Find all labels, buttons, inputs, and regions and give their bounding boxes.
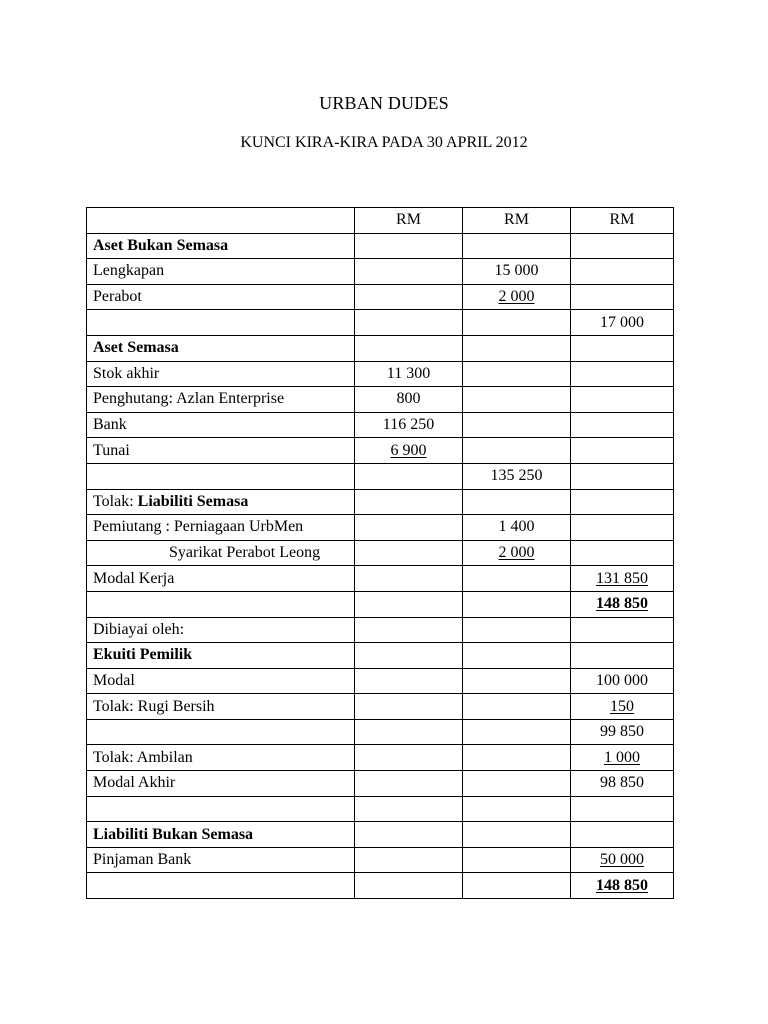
amount-cell-col-2 (463, 873, 571, 899)
currency-header-1: RM (355, 208, 463, 234)
amount-cell-col-1 (355, 412, 463, 438)
amount-value: 148 850 (596, 876, 648, 894)
amount-value: 15 000 (494, 262, 539, 280)
amount-cell-col-2 (463, 591, 571, 617)
amount-cell-col-1 (355, 822, 463, 848)
table-row (87, 566, 674, 592)
amount-value: 148 850 (596, 595, 648, 613)
table-row (87, 310, 674, 336)
row-label (87, 822, 355, 848)
amount-value: 6 900 (390, 441, 427, 459)
amount-cell-col-1 (355, 847, 463, 873)
row-label (87, 259, 355, 285)
amount-cell-col-3 (571, 284, 674, 310)
row-label-text: Perabot (93, 288, 142, 306)
amount-cell-col-1 (355, 310, 463, 336)
amount-cell-col-3 (571, 566, 674, 592)
row-label (87, 771, 355, 797)
amount-cell-col-2 (463, 719, 571, 745)
table-row (87, 463, 674, 489)
amount-cell-col-2 (463, 617, 571, 643)
amount-cell-col-1 (355, 387, 463, 413)
currency-header-row (87, 208, 674, 234)
amount-cell-col-1 (355, 771, 463, 797)
row-label (87, 412, 355, 438)
table-row (87, 387, 674, 413)
row-label (87, 361, 355, 387)
amount-cell-col-3 (571, 489, 674, 515)
amount-cell-col-3 (571, 540, 674, 566)
amount-cell-col-1 (355, 617, 463, 643)
amount-value: 99 850 (600, 723, 644, 741)
amount-cell-col-1 (355, 515, 463, 541)
row-label (87, 566, 355, 592)
amount-cell-col-3 (571, 335, 674, 361)
table-row (87, 233, 674, 259)
amount-value: 1 400 (498, 518, 535, 536)
row-label-text: Stok akhir (93, 364, 160, 382)
row-label (87, 310, 355, 336)
row-label-text: Aset Semasa (93, 339, 179, 357)
row-label-text: Tunai (93, 441, 130, 459)
table-row (87, 617, 674, 643)
row-label (87, 796, 355, 822)
amount-value: 100 000 (596, 671, 648, 689)
amount-cell-col-2 (463, 361, 571, 387)
amount-cell-col-1 (355, 438, 463, 464)
amount-cell-col-3 (571, 847, 674, 873)
amount-cell-col-1 (355, 796, 463, 822)
amount-cell-col-3 (571, 694, 674, 720)
amount-cell-col-3 (571, 387, 674, 413)
amount-cell-col-3 (571, 873, 674, 899)
row-label (87, 515, 355, 541)
company-name: URBAN DUDES (319, 93, 449, 113)
amount-cell-col-3 (571, 463, 674, 489)
amount-cell-col-2 (463, 822, 571, 848)
row-label (87, 438, 355, 464)
amount-value: 2 000 (498, 288, 535, 306)
row-label (87, 719, 355, 745)
balance-sheet-table (86, 207, 674, 899)
row-label (87, 591, 355, 617)
amount-cell-col-1 (355, 719, 463, 745)
amount-cell-col-2 (463, 745, 571, 771)
amount-cell-col-2 (463, 796, 571, 822)
amount-cell-col-3 (571, 822, 674, 848)
currency-header-3: RM (571, 208, 674, 234)
amount-cell-col-1 (355, 259, 463, 285)
table-row (87, 847, 674, 873)
amount-cell-col-1 (355, 566, 463, 592)
amount-value: 11 300 (386, 364, 431, 382)
table-row (87, 771, 674, 797)
table-row (87, 361, 674, 387)
table-row (87, 643, 674, 669)
amount-cell-col-1 (355, 745, 463, 771)
table-row (87, 412, 674, 438)
amount-cell-col-1 (355, 335, 463, 361)
amount-value: 135 250 (490, 467, 543, 485)
amount-cell-col-3 (571, 617, 674, 643)
amount-cell-col-2 (463, 566, 571, 592)
amount-cell-col-2 (463, 387, 571, 413)
header-blank-cell (87, 208, 355, 234)
amount-value: 50 000 (600, 851, 644, 869)
row-label (87, 617, 355, 643)
amount-value: 131 850 (596, 569, 648, 587)
amount-cell-col-1 (355, 643, 463, 669)
amount-cell-col-1 (355, 284, 463, 310)
amount-cell-col-3 (571, 643, 674, 669)
amount-cell-col-3 (571, 233, 674, 259)
amount-value: 2 000 (498, 544, 535, 562)
table-row (87, 822, 674, 848)
table-row (87, 335, 674, 361)
row-label-text: Tolak: Ambilan (93, 748, 193, 766)
amount-cell-col-2 (463, 412, 571, 438)
amount-cell-col-2 (463, 463, 571, 489)
amount-cell-col-3 (571, 412, 674, 438)
row-label (87, 873, 355, 899)
table-row (87, 591, 674, 617)
amount-cell-col-2 (463, 515, 571, 541)
amount-cell-col-1 (355, 591, 463, 617)
table-row (87, 796, 674, 822)
amount-cell-col-2 (463, 233, 571, 259)
row-label (87, 643, 355, 669)
amount-cell-col-2 (463, 259, 571, 285)
table-row (87, 719, 674, 745)
row-label-text: Modal Kerja (93, 569, 175, 587)
amount-cell-col-1 (355, 668, 463, 694)
amount-cell-col-1 (355, 489, 463, 515)
row-label (87, 489, 355, 515)
table-row (87, 540, 674, 566)
amount-cell-col-2 (463, 310, 571, 336)
row-label-text: Tolak: Rugi Bersih (93, 697, 215, 715)
amount-cell-col-2 (463, 643, 571, 669)
amount-cell-col-3 (571, 668, 674, 694)
amount-cell-col-3 (571, 796, 674, 822)
amount-cell-col-3 (571, 259, 674, 285)
row-label-text: Pinjaman Bank (93, 851, 192, 869)
amount-cell-col-3 (571, 719, 674, 745)
amount-cell-col-3 (571, 310, 674, 336)
amount-cell-col-3 (571, 771, 674, 797)
amount-cell-col-1 (355, 463, 463, 489)
row-label (87, 694, 355, 720)
amount-cell-col-1 (355, 361, 463, 387)
row-label (87, 847, 355, 873)
row-label-text: Syarikat Perabot Leong (169, 544, 321, 562)
table-row (87, 284, 674, 310)
row-label-text: Ekuiti Pemilik (93, 646, 193, 664)
amount-cell-col-2 (463, 847, 571, 873)
row-label (87, 745, 355, 771)
amount-cell-col-2 (463, 284, 571, 310)
amount-cell-col-3 (571, 361, 674, 387)
amount-cell-col-1 (355, 540, 463, 566)
row-label (87, 284, 355, 310)
row-label-text: Liabiliti Bukan Semasa (93, 825, 254, 843)
row-label (87, 540, 355, 566)
row-label (87, 668, 355, 694)
table-row (87, 259, 674, 285)
currency-header-2: RM (463, 208, 571, 234)
row-label-text: Lengkapan (93, 262, 165, 280)
amount-cell-col-1 (355, 873, 463, 899)
amount-cell-col-1 (355, 694, 463, 720)
table-row (87, 438, 674, 464)
row-label-text: Modal Akhir (93, 774, 176, 792)
amount-value: 1 000 (604, 748, 640, 766)
table-row (87, 515, 674, 541)
row-label (87, 335, 355, 361)
table-row (87, 489, 674, 515)
row-label-text: Aset Bukan Semasa (93, 236, 229, 254)
amount-cell-col-2 (463, 694, 571, 720)
amount-cell-col-3 (571, 745, 674, 771)
amount-cell-col-2 (463, 489, 571, 515)
amount-cell-col-3 (571, 438, 674, 464)
amount-cell-col-3 (571, 591, 674, 617)
row-label-prefix: Tolak: (93, 492, 138, 510)
row-label-text: Pemiutang : Perniagaan UrbMen (93, 518, 304, 536)
row-label (87, 233, 355, 259)
amount-cell-col-2 (463, 540, 571, 566)
row-label-text: Penghutang: Azlan Enterprise (93, 390, 285, 408)
amount-cell-col-2 (463, 668, 571, 694)
row-label (87, 387, 355, 413)
table-row (87, 668, 674, 694)
row-label-text: Modal (93, 671, 135, 689)
row-label-text: Dibiayai oleh: (93, 620, 185, 638)
amount-cell-col-2 (463, 335, 571, 361)
amount-value: 150 (610, 697, 634, 715)
amount-value: 116 250 (382, 416, 435, 434)
table-row (87, 873, 674, 899)
table-row (87, 745, 674, 771)
amount-cell-col-3 (571, 515, 674, 541)
amount-cell-col-1 (355, 233, 463, 259)
amount-value: 98 850 (600, 774, 644, 792)
amount-cell-col-2 (463, 438, 571, 464)
table-row (87, 694, 674, 720)
row-label-text: Liabiliti Semasa (137, 492, 249, 510)
amount-value: 800 (396, 390, 421, 408)
statement-title: KUNCI KIRA-KIRA PADA 30 APRIL 2012 (240, 134, 528, 151)
row-label (87, 463, 355, 489)
balance-sheet-body (87, 208, 674, 899)
row-label-text: Bank (93, 416, 127, 434)
amount-value: 17 000 (600, 313, 644, 331)
amount-cell-col-2 (463, 771, 571, 797)
